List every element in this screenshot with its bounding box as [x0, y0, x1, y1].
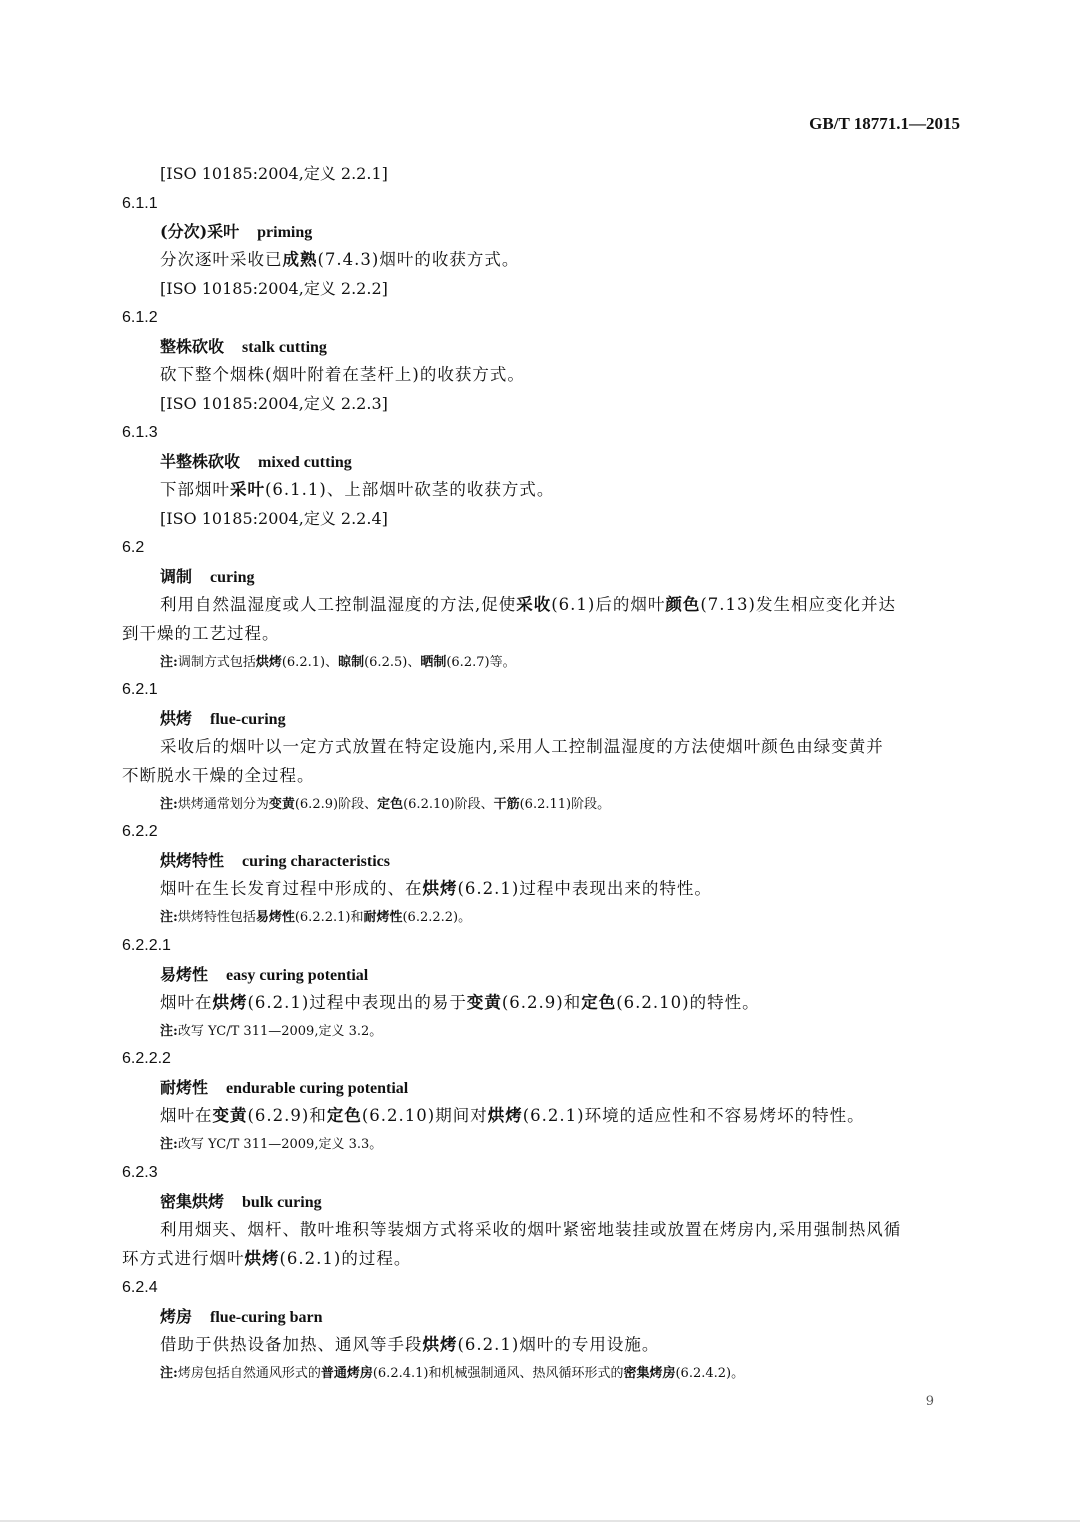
text-segment: (6.2.10)期间对	[361, 1106, 488, 1125]
text-segment: (6.2.9)阶段、	[294, 797, 378, 812]
section-number	[122, 1051, 171, 1067]
text-segment: 烘烤特性包括	[177, 910, 256, 925]
bold-term-ref: 易烤性	[255, 910, 295, 925]
text-segment: [ISO 10185:2004,定义 2.2.1]	[160, 164, 388, 183]
term-english: flue-curing	[210, 711, 286, 728]
bold-term-ref: 密集烤房	[623, 1366, 676, 1381]
bold-term-ref: 晒制	[420, 655, 447, 670]
text-segment: 6.2.3	[122, 1164, 158, 1181]
text-segment: 改写 YC/T 311—2009,定义 3.2。	[177, 1024, 383, 1039]
text-segment: 6.1.1	[122, 195, 158, 212]
term-heading	[160, 569, 254, 586]
section-number	[122, 824, 158, 840]
term-heading	[160, 1309, 322, 1326]
reference-citation	[160, 281, 388, 297]
text-segment: 烤房包括自然通风形式的	[177, 1366, 321, 1381]
term-english: curing characteristics	[242, 853, 390, 870]
definition-text	[160, 252, 519, 269]
text-segment: 烟叶在生长发育过程中形成的、在	[160, 879, 423, 898]
text-segment: 半整株砍收	[160, 452, 241, 471]
text-segment: 6.1.2	[122, 309, 158, 326]
text-segment: (6.2.2.1)和	[294, 910, 364, 925]
text-segment: 易烤性	[160, 965, 209, 984]
text-segment: 6.1.3	[122, 424, 158, 441]
section-number	[122, 425, 158, 441]
reference-citation	[160, 511, 388, 527]
bold-term-ref: 耐烤性	[363, 910, 403, 925]
text-segment: 改写 YC/T 311—2009,定义 3.3。	[177, 1137, 383, 1152]
text-segment: (6.1)后的烟叶	[551, 595, 666, 614]
bold-term-ref: 烘烤	[255, 655, 282, 670]
term-heading	[160, 711, 286, 728]
text-segment: 利用烟夹、烟杆、散叶堆积等装烟方式将采收的烟叶紧密地装挂或放置在烤房内,采用强制热风循	[160, 1220, 902, 1239]
text-segment: (分次)采叶	[160, 222, 240, 241]
reference-citation	[160, 166, 388, 182]
text-segment: 耐烤性	[160, 1078, 209, 1097]
bold-term-ref: 定色	[377, 797, 404, 812]
text-segment: 采收后的烟叶以一定方式放置在特定设施内,采用人工控制温湿度的方法使烟叶颜色由绿变黄并	[160, 737, 884, 756]
definition-text	[160, 597, 896, 614]
text-segment: (6.2.11)阶段。	[519, 797, 611, 812]
text-segment: 环方式进行烟叶	[122, 1249, 245, 1268]
bold-term-ref: 烘烤	[422, 1335, 458, 1354]
section-number	[122, 540, 144, 556]
text-segment: 砍下整个烟株(烟叶附着在茎杆上)的收获方式。	[160, 365, 525, 384]
bold-term-ref: 烘烤	[487, 1106, 523, 1125]
text-segment: (6.2.4.2)。	[675, 1366, 745, 1381]
text-segment: (6.2.1)、	[281, 655, 339, 670]
text-segment: 6.2	[122, 539, 145, 556]
term-english: bulk curing	[242, 1194, 322, 1211]
section-number	[122, 938, 171, 954]
term-english: flue-curing barn	[210, 1309, 323, 1326]
bold-term-ref: 采收	[516, 595, 552, 614]
text-segment: 6.2.2	[122, 823, 158, 840]
bold-term-ref: 变黄	[268, 797, 295, 812]
text-segment: 不断脱水干燥的全过程。	[122, 766, 315, 785]
definition-continuation	[122, 768, 315, 785]
term-heading	[160, 339, 327, 356]
term-heading	[160, 454, 352, 471]
definition-text	[160, 482, 554, 499]
bold-term-ref: 变黄	[466, 993, 502, 1012]
term-english: stalk cutting	[242, 339, 327, 356]
term-heading	[160, 1194, 322, 1211]
text-segment: (6.2.9)和	[501, 993, 582, 1012]
text-segment: (6.2.1)环境的适应性和不容易烤坏的特性。	[522, 1106, 865, 1125]
bold-term-ref: 颜色	[665, 595, 701, 614]
bold-term-ref: 烘烤	[244, 1249, 280, 1268]
text-segment: [ISO 10185:2004,定义 2.2.2]	[160, 279, 388, 298]
text-segment: 分次逐叶采收已	[160, 250, 283, 269]
text-segment: 利用自然温湿度或人工控制温湿度的方法,促使	[160, 595, 517, 614]
term-heading	[160, 1080, 408, 1097]
text-segment: 6.2.2.1	[122, 937, 171, 954]
term-english: endurable curing potential	[226, 1080, 409, 1097]
term-heading	[160, 853, 390, 870]
text-segment: (6.2.1)烟叶的专用设施。	[457, 1335, 660, 1354]
bold-term-ref: 注:	[160, 1366, 178, 1381]
bold-term-ref: 变黄	[212, 1106, 248, 1125]
text-segment: (6.1.1)、上部烟叶砍茎的收获方式。	[265, 480, 555, 499]
bold-term-ref: 采叶	[230, 480, 265, 499]
term-heading	[160, 967, 368, 984]
text-segment: (7.4.3)烟叶的收获方式。	[317, 250, 520, 269]
bold-term-ref: 注:	[160, 1137, 178, 1152]
text-segment: 烘烤特性	[160, 851, 225, 870]
bold-term-ref: 成熟	[282, 250, 318, 269]
text-segment: 烘烤	[160, 709, 193, 728]
bold-term-ref: 定色	[326, 1106, 362, 1125]
bold-term-ref: 注:	[160, 910, 178, 925]
definition-text	[160, 739, 884, 756]
bold-term-ref: 注:	[160, 655, 178, 670]
bold-term-ref: 干筋	[493, 797, 520, 812]
section-number	[122, 1165, 158, 1181]
bold-term-ref: 烘烤	[212, 993, 248, 1012]
text-segment: (7.13)发生相应变化并达	[700, 595, 896, 614]
note-text	[160, 1138, 382, 1151]
definition-text	[160, 1337, 659, 1354]
definition-text	[160, 1222, 901, 1239]
text-segment: 调制	[160, 567, 193, 586]
definition-text	[160, 881, 712, 898]
definition-text	[160, 367, 525, 384]
text-segment: (6.2.9)和	[247, 1106, 327, 1125]
text-segment: (6.2.1)过程中表现出来的特性。	[457, 879, 712, 898]
text-segment: 6.2.2.2	[122, 1050, 171, 1067]
note-text	[160, 656, 516, 669]
page-bottom-divider	[0, 1520, 1080, 1522]
bold-term-ref: 注:	[160, 797, 178, 812]
bold-term-ref: 定色	[581, 993, 617, 1012]
section-number	[122, 1280, 158, 1296]
term-english: mixed cutting	[258, 454, 352, 471]
text-segment: 整株砍收	[160, 337, 225, 356]
text-segment: 烟叶在	[160, 1106, 213, 1125]
bold-term-ref: 晾制	[338, 655, 365, 670]
text-segment: [ISO 10185:2004,定义 2.2.4]	[160, 509, 388, 528]
term-english: easy curing potential	[226, 967, 369, 984]
text-segment: (6.2.10)阶段、	[403, 797, 494, 812]
text-segment: (6.2.2.2)。	[402, 910, 472, 925]
section-number	[122, 682, 158, 698]
text-segment: (6.2.1)过程中表现出的易于	[247, 993, 467, 1012]
bold-term-ref: 注:	[160, 1024, 178, 1039]
term-english: curing	[210, 569, 255, 586]
note-text	[160, 911, 471, 924]
definition-continuation	[122, 1251, 411, 1268]
note-text	[160, 1367, 744, 1380]
standard-id-header: GB/T 18771.1—2015	[809, 114, 960, 133]
text-segment: 下部烟叶	[160, 480, 230, 499]
term-heading	[160, 224, 312, 241]
text-segment: [ISO 10185:2004,定义 2.2.3]	[160, 394, 388, 413]
reference-citation	[160, 396, 388, 412]
section-number	[122, 196, 158, 212]
text-segment: 到干燥的工艺过程。	[122, 624, 280, 643]
definition-text	[160, 995, 760, 1012]
definition-continuation	[122, 626, 280, 643]
text-segment: (6.2.4.1)和机械强制通风、热风循环形式的	[372, 1366, 624, 1381]
text-segment: 烟叶在	[160, 993, 213, 1012]
page-number: 9	[925, 1394, 934, 1409]
text-segment: (6.2.5)、	[364, 655, 421, 670]
text-segment: 密集烘烤	[160, 1192, 225, 1211]
text-segment: 借助于供热设备加热、通风等手段	[160, 1335, 423, 1354]
bold-term-ref: 烘烤	[422, 879, 458, 898]
bold-term-ref: 普通烤房	[320, 1366, 373, 1381]
text-segment: 6.2.4	[122, 1279, 158, 1296]
text-segment: 烘烤通常划分为	[177, 797, 269, 812]
text-segment: 6.2.1	[122, 681, 158, 698]
text-segment: (6.2.1)的过程。	[279, 1249, 412, 1268]
section-number	[122, 310, 158, 326]
text-segment: 调制方式包括	[177, 655, 256, 670]
term-english: priming	[257, 224, 313, 241]
note-text	[160, 1025, 382, 1038]
text-segment: (6.2.10)的特性。	[616, 993, 760, 1012]
note-text	[160, 798, 610, 811]
text-segment: 烤房	[160, 1307, 193, 1326]
text-segment: (6.2.7)等。	[446, 655, 516, 670]
definition-text	[160, 1108, 865, 1125]
